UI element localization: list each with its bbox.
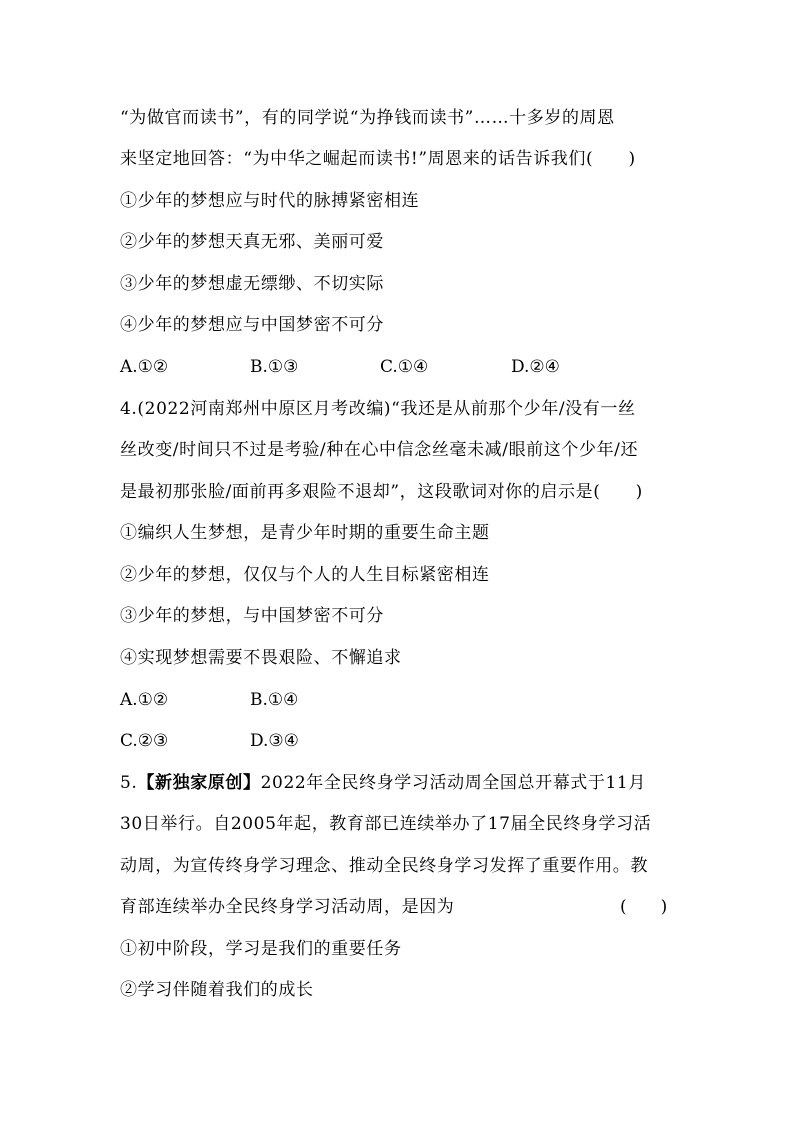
q3-statement-3: ③少年的梦想虚无缥缈、不切实际: [120, 274, 384, 294]
q3-stem-line-1: “为做官而读书”，有的同学说“为挣钱而读书”……十多岁的周恩: [120, 108, 615, 128]
q4-statement-1: ①编织人生梦想，是青少年时期的重要生命主题: [120, 523, 490, 543]
q4-stem-line-1: 4.(2022河南郑州中原区月考改编)“我还是从前那个少年/没有一丝: [120, 399, 636, 419]
q4-statement-2: ②少年的梦想，仅仅与个人的人生目标紧密相连: [120, 565, 490, 585]
q5-answer-paren: ( ): [620, 897, 668, 917]
q5-original-tag: 【新独家原创】: [137, 773, 261, 793]
q4-option-a[interactable]: A.①②: [120, 690, 169, 710]
q5-stem-line-1-text: 2022年全民终身学习活动周全国总开幕式于11月: [260, 773, 646, 793]
q4-option-c[interactable]: C.②③: [120, 731, 169, 751]
q3-statement-2: ②少年的梦想天真无邪、美丽可爱: [120, 232, 384, 252]
q5-statement-2: ②学习伴随着我们的成长: [120, 980, 314, 1000]
q5-statement-1: ①初中阶段，学习是我们的重要任务: [120, 939, 402, 959]
q4-stem-line-2: 丝改变/时间只不过是考验/种在心中信念丝毫未减/眼前这个少年/还: [120, 440, 639, 460]
q3-statement-4: ④少年的梦想应与中国梦密不可分: [120, 315, 384, 335]
q3-option-c[interactable]: C.①④: [380, 357, 429, 377]
q5-number: 5.: [120, 773, 138, 793]
q5-stem-line-4: 育部连续举办全民终身学习活动周，是因为: [120, 897, 455, 917]
q3-option-a[interactable]: A.①②: [120, 357, 169, 377]
q3-option-d[interactable]: D.②④: [511, 357, 560, 377]
q4-stem-line-3: 是最初那张脸/面前再多艰险不退却”，这段歌词对你的启示是( ): [120, 482, 643, 502]
q5-stem-line-2: 30日举行。自2005年起，教育部已连续举办了17届全民终身学习活: [120, 814, 652, 834]
q4-statement-4: ④实现梦想需要不畏艰险、不懈追求: [120, 648, 402, 668]
q3-stem-line-2: 来坚定地回答：“为中华之崛起而读书!”周恩来的话告诉我们( ): [120, 149, 636, 169]
q4-option-d[interactable]: D.③④: [250, 731, 299, 751]
q3-statement-1: ①少年的梦想应与时代的脉搏紧密相连: [120, 191, 420, 211]
q3-option-b[interactable]: B.①③: [250, 357, 299, 377]
q4-option-b[interactable]: B.①④: [250, 690, 299, 710]
q5-stem-line-1: [120, 771, 646, 795]
q5-stem-line-3: 动周，为宣传终身学习理念、推动全民终身学习发挥了重要作用。教: [120, 856, 648, 876]
q4-statement-3: ③少年的梦想，与中国梦密不可分: [120, 606, 384, 626]
